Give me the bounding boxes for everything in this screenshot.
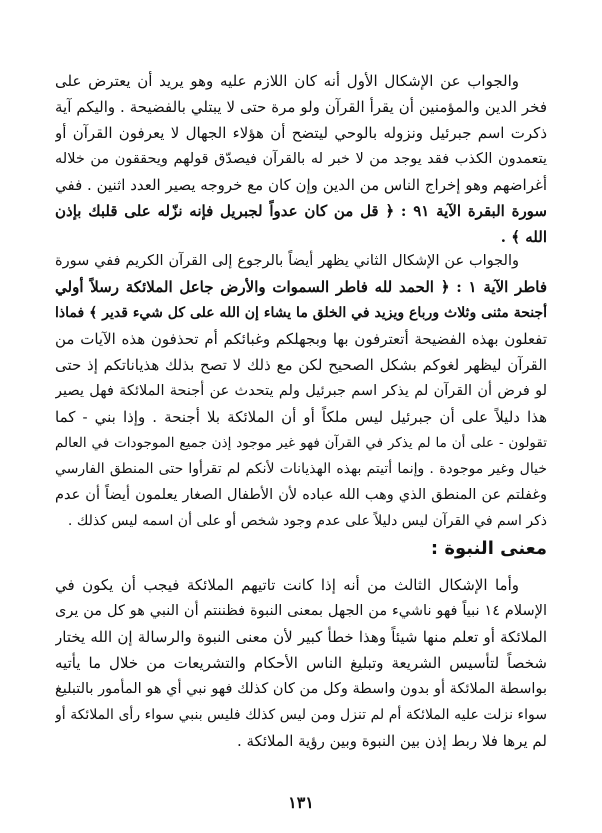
text-line: تفعلون بهذه الفضيحة أتعترفون بها وبجهلكم وغبائكم أم تحذفون هذه الآيات من <box>55 330 547 348</box>
text-line: وغفلتم عن المنطق الذي وهب الله عباده لأن الأطفال الصغار يعلمون أيضاً أن عدم <box>55 487 547 503</box>
text-line: والجواب عن الإشكال الأول أنه كان اللازم عليه وهو يريد أن يعترض على <box>55 72 519 90</box>
text-line: هذا دليلاً على أن جبرئيل ليس ملكاً أو أن الملائكة بلا أجنحة . وإذا بني - كما <box>55 408 547 426</box>
quran-verse-line: أجنحة مثنى وثلاث ورباع ويزيد في الخلق ما يشاء إن الله على كل شيء قدير ﴾ فماذا <box>55 305 547 321</box>
page-number: ١٣١ <box>288 793 314 812</box>
text-line: يتعمدون الكذب فقد يوجد من لا خبر له بالقرآن فيصدّق قولهم ويحققون من خلاله <box>55 151 547 167</box>
paragraph-third-objection <box>55 572 547 754</box>
section-heading: معنى النبوة : <box>430 538 547 559</box>
text-line: فخر الدين والمؤمنين أن يقرأ القرآن ولو مرة حتى لا يبتلي بالفضيحة . واليكم آية <box>55 98 547 116</box>
text-line: شخصاً لتأسيس الشريعة وتبليغ الناس الأحكام والتشريعات من خلال ما يأتيه <box>55 654 547 672</box>
quran-verse-line: فاطر الآية ١ : ﴿ الحمد لله فاطر السموات والأرض جاعل الملائكة رسلاً أولي <box>55 278 547 296</box>
text-line: سواء نزلت عليه الملائكة أم لم تنزل ومن ليس كذلك فليس بنبي سواء رأى الملائكة أو <box>55 707 547 723</box>
quran-verse-line: الله ﴾ . <box>500 228 547 246</box>
paragraph-second-objection <box>55 248 547 534</box>
text-line: لم يرها فلا ربط إذن بين النبوة وبين رؤية الملائكة . <box>236 732 547 750</box>
text-line: أغراضهم وهو إخراج الناس من الدين وإن كان مع خروجه يصير العدد اثنين . ففي <box>55 176 547 194</box>
text-line: وأما الإشكال الثالث من أنه إذا كانت تاتيهم الملائكة فيجب أن يكون في <box>55 576 519 594</box>
text-line: ذكرت اسم جبرئيل ونزوله بالوحي ليتضح أن هؤلاء الجهال لا يعرفون القرآن أو <box>55 124 547 142</box>
text-line: خيال وغير موجودة . وإنما أتيتم بهذه الهذيانات لأنكم لم تقرأوا حتى المنطق الفارسي <box>55 461 547 477</box>
text-line: لو فرض أن القرآن لم يذكر اسم جبرئيل ولم يتحدث عن أجنحة الملائكة فهل يصير <box>55 383 547 399</box>
text-line: الملائكة أو تعلم منها شيئاً وهذا خطأ كبير لأن معنى النبوة والرسالة إن الله يختار <box>55 628 547 646</box>
quran-verse-line: سورة البقرة الآية ٩١ : ﴿ قل من كان عدواً لجبريل فإنه نزّله على قلبك بإذن <box>55 202 547 220</box>
text-line: ذكر اسم في القرآن ليس دليلاً على عدم وجود شخص أو على أن اسمه ليس كذلك . <box>67 513 547 529</box>
text-line: القرآن ليظهر لغوكم بشكل الصحيح لكن مع ذلك لا تصح بذلك هذياناتكم إذ حتى <box>55 356 547 374</box>
text-line: تقولون - على أن ما لم يذكر في القرآن فهو غير موجود إذن جميع الموجودات في العالم <box>55 435 547 451</box>
paragraph-first-objection <box>55 68 547 250</box>
text-line: والجواب عن الإشكال الثاني يظهر أيضاً بالرجوع إلى القرآن الكريم ففي سورة <box>55 253 519 269</box>
text-line: الإسلام ١٤ نبياً فهو ناشيء من الجهل بمعنى النبوة فظننتم أن النبي هو كل من يرى <box>55 603 547 619</box>
text-line: بواسطة الملائكة أو بدون واسطة وكل من كان كذلك فهو نبي أي هو المأمور بالتبليغ <box>55 681 547 697</box>
